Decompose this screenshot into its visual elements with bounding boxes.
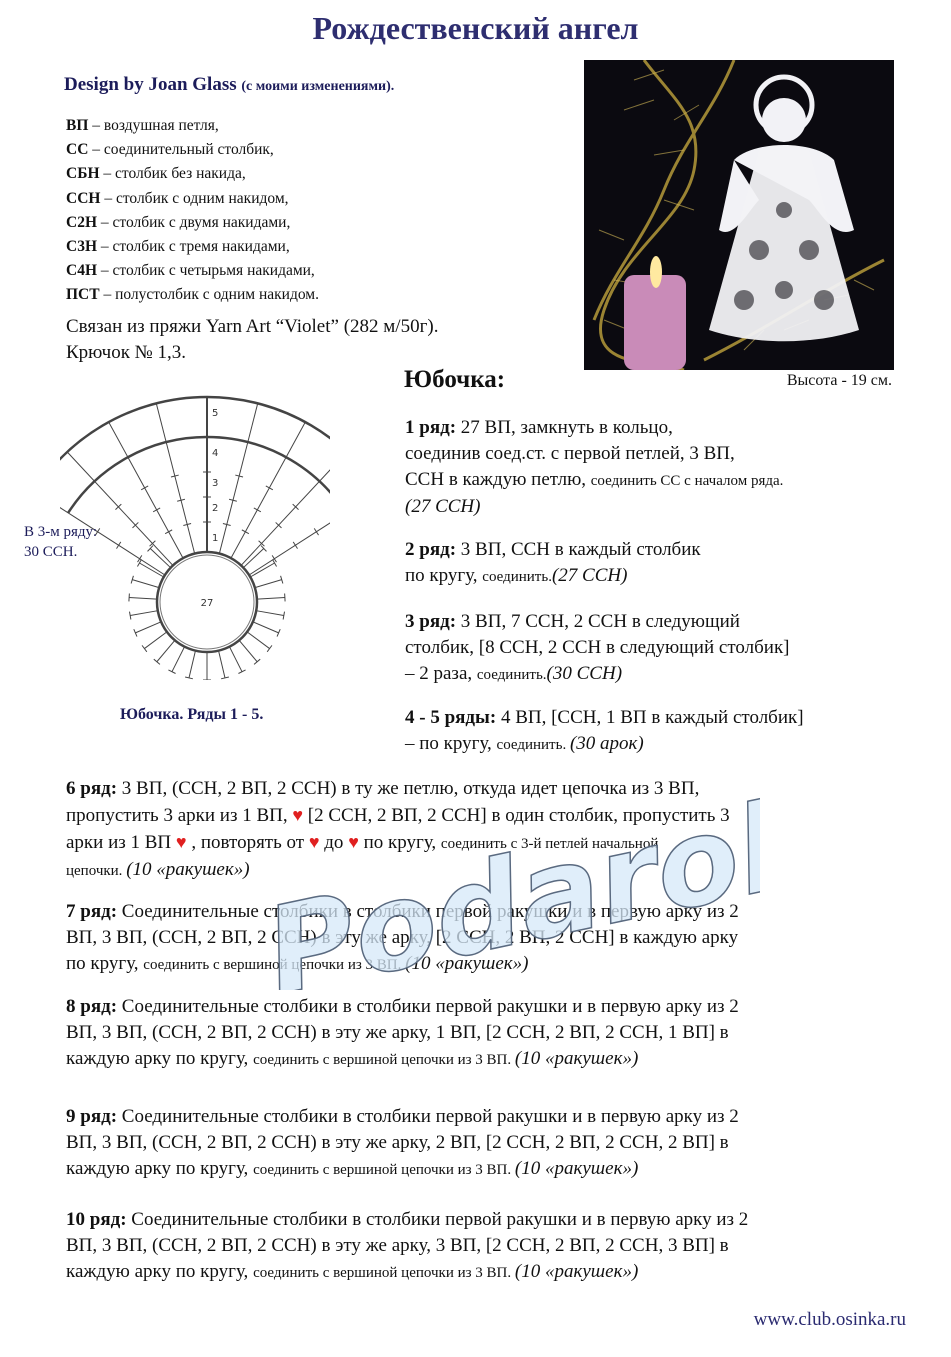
abbreviation-term: С4Н	[66, 262, 97, 280]
row-text: – 2 раза,	[405, 663, 477, 684]
abbreviation-definition: – столбик с четырьмя накидами,	[97, 262, 315, 280]
stitch-top	[116, 542, 120, 549]
crochet-diagram	[60, 380, 330, 680]
stitch-mark	[130, 611, 158, 616]
row-text: соединив соед.ст. с первой петлей, 3 ВП,	[405, 443, 735, 464]
row-count: (27 ССН)	[405, 496, 481, 517]
row-text: Соединительные столбики в столбики первой ракушки и в первую арку из 2	[117, 1106, 739, 1127]
abbreviation-term: СБН	[66, 165, 100, 183]
row-text: ВП, 3 ВП, (ССН, 2 ВП, 2 ССН) в эту же арку, 2 ВП, [2 ССН, 2 ВП, 2 ССН, 2 ВП] в	[66, 1132, 729, 1153]
fan-spoke	[219, 403, 257, 553]
row-text: столбик, [8 ССН, 2 ССН в следующий столбик]	[405, 637, 790, 658]
row-count: (10 «ракушек»)	[514, 1261, 639, 1282]
stitch-mark	[129, 597, 157, 599]
abbreviation-term: ПСТ	[66, 286, 100, 304]
abbreviation-term: ССН	[66, 189, 101, 207]
row-label: 9 ряд:	[66, 1106, 118, 1127]
row-text: каждую арку по кругу,	[66, 1261, 254, 1282]
angel-photo-illustration	[584, 60, 894, 370]
row-text: – по кругу,	[405, 733, 497, 754]
row-small-text: соединить.	[476, 667, 547, 683]
row-label: 6 ряд:	[66, 778, 118, 799]
stitch-top	[142, 645, 147, 651]
design-author: Design by Joan Glass	[64, 74, 237, 95]
row-text: по кругу,	[405, 565, 483, 586]
row-text: 3 ВП, (ССН, 2 ВП, 2 ССН) в ту же петлю, откуда идет цепочка из 3 ВП,	[117, 778, 700, 799]
candle	[624, 275, 686, 370]
row-text: по кругу,	[358, 832, 441, 853]
fan-spoke	[231, 422, 305, 558]
row-count: (30 арок)	[569, 733, 644, 754]
row-text: 3 ВП, 7 ССН, 2 ССН в следующий	[456, 611, 740, 632]
design-credit	[64, 74, 394, 96]
abbreviation-item	[66, 235, 319, 259]
row-count: (10 «ракушек»)	[514, 1048, 639, 1069]
row-small-text: соединить.	[496, 737, 570, 753]
row-number: 1	[212, 533, 219, 544]
row-8	[66, 994, 916, 1073]
row-count: (10 «ракушек»)	[126, 859, 250, 880]
heart-icon: ♥	[308, 832, 320, 852]
abbreviation-item	[66, 138, 319, 162]
abbreviation-definition: – столбик без накида,	[99, 165, 246, 183]
row-text: Соединительные столбики в столбики первой ракушки и в первую арку из 2	[117, 901, 739, 922]
height-caption: Высота - 19 см.	[786, 372, 892, 389]
row-9	[66, 1104, 916, 1183]
row-6	[66, 776, 916, 884]
stitch-mark	[255, 580, 282, 588]
stitch-mark	[157, 640, 175, 661]
stitch-mark	[257, 597, 285, 599]
stitch-mark	[135, 622, 161, 633]
row-number: 2	[212, 503, 219, 514]
row-text: ВП, 3 ВП, (ССН, 2 ВП, 2 ССН) в эту же арку, 3 ВП, [2 ССН, 2 ВП, 2 ССН, 3 ВП] в	[66, 1235, 729, 1256]
row-label: 4 - 5 ряды:	[405, 707, 497, 728]
row-text: , повторять от	[186, 832, 309, 853]
abbreviation-definition: – столбик с двумя накидами,	[97, 213, 291, 231]
row-text: до	[319, 832, 349, 853]
row-text: ВП, 3 ВП, (ССН, 2 ВП, 2 ССН) в эту же арку, [2 ССН, 2 ВП, 2 ССН] в каждую арку	[66, 927, 739, 948]
row-count: (27 ССН)	[551, 565, 628, 586]
diagram-caption: Юбочка. Ряды 1 - 5.	[120, 706, 264, 723]
row-text: ВП, 3 ВП, (ССН, 2 ВП, 2 ССН) в эту же арку, 1 ВП, [2 ССН, 2 ВП, 2 ССН, 1 ВП] в	[66, 1022, 729, 1043]
row-small-text: соединить.	[482, 569, 552, 585]
stitch-mark	[172, 647, 185, 672]
abbreviation-definition: – полустолбик с одним накидом.	[99, 286, 319, 304]
hook-line: Крючок № 1,3.	[66, 342, 187, 363]
center-label: 27	[200, 598, 214, 609]
stitch-top	[267, 645, 272, 651]
stitch-top	[272, 555, 276, 562]
row-label: 3 ряд:	[405, 611, 457, 632]
row-text: Соединительные столбики в столбики первой ракушки и в первую арку из 2	[126, 1209, 749, 1230]
abbreviation-list	[66, 114, 319, 308]
abbreviation-item	[66, 211, 319, 235]
candle-flame	[650, 256, 662, 288]
abbreviation-item	[66, 283, 319, 307]
row-number: 4	[212, 448, 219, 459]
row-small-text: соединить СС с началом ряда.	[590, 473, 784, 489]
diagram-svg	[60, 380, 330, 680]
abbreviation-definition: – воздушная петля,	[88, 117, 219, 134]
row-small-text: соединить с вершиной цепочки из 3 ВП.	[143, 957, 406, 973]
abbreviation-definition: – соединительный столбик,	[88, 141, 274, 159]
abbreviation-item	[66, 114, 319, 138]
diagram-note	[24, 522, 97, 562]
heart-icon: ♥	[175, 832, 187, 852]
stitch-top	[141, 486, 148, 490]
design-note: (с моими изменениями).	[241, 79, 395, 94]
page-title: Рождественский ангел	[312, 10, 639, 46]
row-label: 1 ряд:	[405, 417, 457, 438]
row-text: [2 ССН, 2 ВП, 2 ССН] в один столбик, пропустить 3	[303, 805, 730, 826]
stitch-mark	[256, 611, 284, 616]
stitch-mark	[132, 580, 159, 588]
abbreviation-term: СС	[66, 141, 89, 159]
row-text: каждую арку по кругу,	[66, 1158, 254, 1179]
abbreviation-definition: – столбик с тремя накидами,	[97, 238, 290, 256]
row-7	[66, 899, 916, 978]
row-count: (10 «ракушек»)	[405, 953, 529, 974]
row-number: 3	[212, 478, 219, 489]
diagram-note-line: В 3-м ряду:	[24, 524, 97, 540]
stitch-mark	[219, 651, 225, 678]
row-text: по кругу,	[66, 953, 144, 974]
abbreviation-item	[66, 162, 319, 186]
row-small-text: соединить с вершиной цепочки из 3 ВП.	[253, 1052, 515, 1068]
stitch-top	[153, 508, 160, 512]
stitch-top	[254, 508, 261, 512]
stitch-top	[168, 670, 175, 674]
row-3	[405, 609, 905, 688]
row-label: 8 ряд:	[66, 996, 118, 1017]
stitch-top	[266, 486, 273, 490]
abbreviation-item	[66, 187, 319, 211]
stitch-top	[293, 542, 297, 549]
row-small-text: соединить с вершиной цепочки из 3 ВП.	[253, 1162, 515, 1178]
row-text: Соединительные столбики в столбики первой ракушки и в первую арку из 2	[117, 996, 739, 1017]
abbreviation-term: С2Н	[66, 213, 97, 231]
row-small-text: соединить с вершиной цепочки из 3 ВП.	[253, 1265, 515, 1281]
stitch-top	[283, 612, 284, 620]
fan-spoke	[109, 422, 183, 558]
abbreviation-term: С3Н	[66, 238, 97, 256]
stitch-top	[138, 555, 142, 562]
row-text: каждую арку по кругу,	[66, 1048, 254, 1069]
angel-photo	[584, 60, 894, 370]
row-text: арки из 1 ВП	[66, 832, 176, 853]
row-number: 5	[212, 408, 219, 419]
row-label: 10 ряд:	[66, 1209, 127, 1230]
stitch-top	[129, 612, 130, 620]
row-label: 2 ряд:	[405, 539, 457, 560]
row-4-5	[405, 705, 905, 758]
abbreviation-item	[66, 259, 319, 283]
heart-icon: ♥	[348, 832, 359, 852]
row-2	[405, 537, 905, 590]
row-text: 3 ВП, ССН в каждый столбик	[456, 539, 701, 560]
stitch-mark	[247, 632, 269, 649]
row-count: (30 ССН)	[546, 663, 623, 684]
stitch-top	[238, 670, 245, 674]
stitch-top	[165, 530, 172, 534]
fan-spoke	[156, 403, 194, 553]
row-small-text: соединить с 3-й петлей начальной	[440, 836, 659, 852]
stitch-mark	[250, 563, 274, 577]
row-count: (10 «ракушек»)	[514, 1158, 639, 1179]
abbreviation-definition: – столбик с одним накидом,	[100, 189, 289, 207]
stitch-mark	[239, 640, 257, 661]
stitch-mark	[139, 563, 163, 577]
stitch-mark	[229, 647, 242, 672]
row-label: 7 ряд:	[66, 901, 118, 922]
diagram-note-line: 30 ССН.	[24, 544, 78, 560]
site-link[interactable]: www.club.osinka.ru	[753, 1309, 906, 1330]
row-text: ССН в каждую петлю,	[405, 469, 591, 490]
yarn-line: Связан из пряжи Yarn Art “Violet” (282 м/50г).	[66, 316, 439, 337]
row-text: пропустить 3 арки из 1 ВП,	[66, 805, 293, 826]
row-text: 4 ВП, [ССН, 1 ВП в каждый столбик]	[496, 707, 804, 728]
skirt-heading: Юбочка:	[404, 366, 506, 393]
row-text: 27 ВП, замкнуть в кольцо,	[456, 417, 673, 438]
stitch-top	[242, 530, 249, 534]
stitch-mark	[144, 632, 166, 649]
row-10	[66, 1207, 916, 1286]
row-1	[405, 415, 905, 520]
watermark-text: Podarok	[254, 790, 760, 990]
row-small-text: цепочки.	[66, 863, 127, 879]
stitch-top	[314, 528, 318, 535]
yarn-info	[66, 314, 438, 366]
heart-icon: ♥	[292, 805, 304, 825]
stitch-mark	[189, 651, 195, 678]
stitch-mark	[253, 622, 279, 633]
abbreviation-term: ВП	[66, 117, 89, 134]
